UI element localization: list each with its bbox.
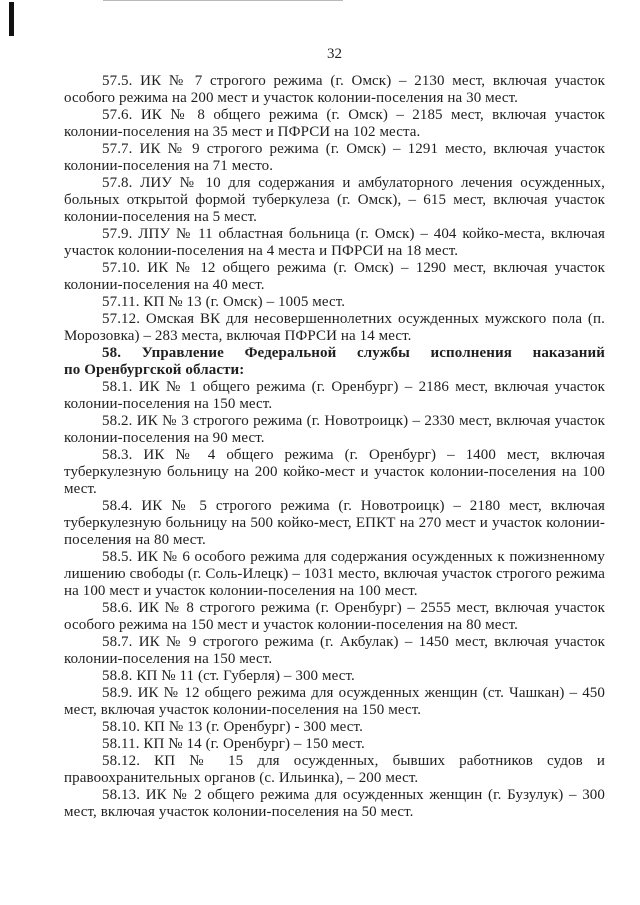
page-number: 32 [327,46,342,62]
para-58-13: 58.13. ИК № 2 общего режима для осужденных женщин (г. Бузулук) – 300 мест, включая участок колонии-поселения на 50 мест. [64,787,605,820]
para-57-8: 57.8. ЛИУ № 10 для содержания и амбулаторного лечения осужденных, больных открытой формой туберкулеза (г. Омск), – 615 мест, включая участок колонии-поселения на 5 мест. [64,175,605,225]
section-58-heading-line-1: 58. Управление Федеральной службы исполнения наказаний [102,345,605,361]
para-58-8: 58.8. КП № 11 (ст. Губерля) – 300 мест. [102,668,355,684]
para-57-5: 57.5. ИК № 7 строгого режима (г. Омск) – 2130 мест, включая участок особого режима на 200 мест и участок колонии-поселения на 30 мест. [64,73,605,106]
section-58-heading-line-2: по Оренбургской области: [64,362,245,378]
para-58-5: 58.5. ИК № 6 особого режима для содержания осужденных к пожизненному лишению свободы (г. Соль-Илецк) – 1031 место, включая участок строгого режима на 100 мест и участок колонии-поселения на 100 мест. [64,549,605,599]
para-57-7: 57.7. ИК № 9 строгого режима (г. Омск) – 1291 место, включая участок колонии-поселения на 71 место. [64,141,605,174]
scan-artifact-bar [9,2,14,36]
para-58-6: 58.6. ИК № 8 строгого режима (г. Оренбург) – 2555 мест, включая участок особого режима на 150 мест и участок колонии-поселения на 80 мест. [64,600,605,633]
para-58-9: 58.9. ИК № 12 общего режима для осужденных женщин (ст. Чашкан) – 450 мест, включая участок колонии-поселения на 150 мест. [64,685,605,718]
scan-artifact-line [103,0,343,1]
para-58-2: 58.2. ИК № 3 строгого режима (г. Новотроицк) – 2330 мест, включая участок колонии-поселения на 90 мест. [64,413,605,446]
para-57-11: 57.11. КП № 13 (г. Омск) – 1005 мест. [102,294,346,310]
para-57-10: 57.10. ИК № 12 общего режима (г. Омск) – 1290 мест, включая участок колонии-поселения на 40 мест. [64,260,605,293]
para-58-11: 58.11. КП № 14 (г. Оренбург) – 150 мест. [102,736,365,752]
para-57-6: 57.6. ИК № 8 общего режима (г. Омск) – 2185 мест, включая участок колонии-поселения на 35 мест и ПФРСИ на 102 места. [64,107,605,140]
text-block [64,46,605,821]
para-58-4: 58.4. ИК № 5 строгого режима (г. Новотроицк) – 2180 мест, включая туберкулезную больницу на 500 койко-мест, ЕПКТ на 270 мест и участок колонии-поселения на 80 мест. [64,498,605,548]
para-57-9: 57.9. ЛПУ № 11 областная больница (г. Омск) – 404 койко-места, включая участок колонии-поселения на 4 места и ПФРСИ на 18 мест. [64,226,605,259]
para-58-1: 58.1. ИК № 1 общего режима (г. Оренбург) – 2186 мест, включая участок колонии-поселения на 150 мест. [64,379,605,412]
para-58-3: 58.3. ИК № 4 общего режима (г. Оренбург) – 1400 мест, включая туберкулезную больницу на 200 койко-мест и участок колонии-поселения на 100 мест. [64,447,605,497]
para-58-10: 58.10. КП № 13 (г. Оренбург) - 300 мест. [102,719,363,735]
para-58-12: 58.12. КП № 15 для осужденных, бывших работников судов и правоохранительных органов (с. Ильинка), – 200 мест. [64,753,605,786]
para-57-12: 57.12. Омская ВК для несовершеннолетних осужденных мужского пола (п. Морозовка) – 283 места, включая ПФРСИ на 14 мест. [64,311,605,344]
para-58-7: 58.7. ИК № 9 строгого режима (г. Акбулак) – 1450 мест, включая участок колонии-поселения на 150 мест. [64,634,605,667]
